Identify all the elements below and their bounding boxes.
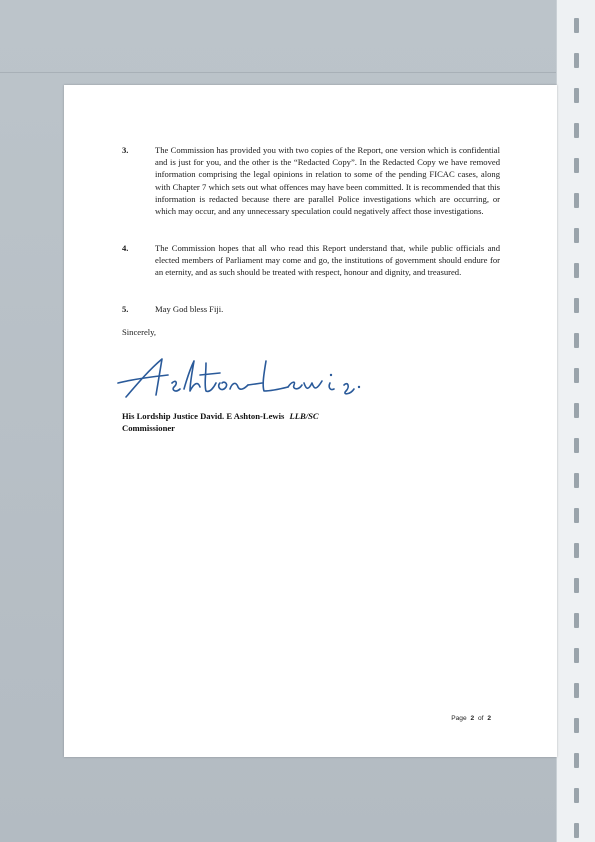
paragraph-text: May God bless Fiji.: [155, 304, 224, 314]
paragraph-5: [122, 303, 500, 315]
page-word: Page: [451, 715, 467, 722]
perforated-margin: [556, 0, 595, 842]
signer-title: Commissioner: [122, 423, 175, 433]
perforation-hole: [574, 543, 579, 558]
paragraph-text: The Commission has provided you with two copies of the Report, one version which is confidential and is just for you, and the other is the “Redacted Copy”. In the Redacted Copy we have removed information comprising the legal opinions in relation to some of the pending FICAC cases, along with Chapter 7 which sets out what offences may have been committed. It is recommended that this information is redacted because there are parallel Police investigations which are occurring, or which may occur, and any unnecessary speculation could negatively affect those investigations.: [155, 145, 500, 217]
perforation-hole: [574, 613, 579, 628]
signer-name: His Lordship Justice David. E Ashton-Lewis: [122, 411, 285, 421]
perforation-hole: [574, 823, 579, 838]
signer-credentials: LLB/SC: [289, 411, 319, 421]
perforation-hole: [574, 298, 579, 313]
paragraph-number: 4.: [122, 243, 129, 253]
signer-name-line: [122, 410, 319, 422]
page-number: [451, 715, 491, 722]
of-word: of: [477, 715, 484, 722]
page-current: 2: [470, 715, 475, 722]
paragraph-number: 5.: [122, 304, 129, 314]
perforation-hole: [574, 368, 579, 383]
perforation-hole: [574, 473, 579, 488]
perforation-hole: [574, 53, 579, 68]
perforation-hole: [574, 508, 579, 523]
perforation-hole: [574, 718, 579, 733]
signer-block: [122, 410, 319, 434]
perforation-hole: [574, 88, 579, 103]
paragraph-text: The Commission hopes that all who read this Report understand that, while public officials and elected members of Parliament may come and go, the institutions of government should endure for an eternity, and as such should be treated with respect, honour and dignity, and treasured.: [155, 243, 500, 278]
perforation-hole: [574, 683, 579, 698]
perforation-hole: [574, 193, 579, 208]
closing-salutation: Sincerely,: [122, 327, 157, 337]
perforation-hole: [574, 438, 579, 453]
perforation-hole: [574, 158, 579, 173]
perforation-hole: [574, 263, 579, 278]
paragraph-4: [122, 242, 500, 279]
paragraph-number: 3.: [122, 145, 129, 155]
perforation-hole: [574, 578, 579, 593]
scan-edge-line: [0, 72, 557, 73]
perforation-hole: [574, 788, 579, 803]
perforation-hole: [574, 18, 579, 33]
perforation-hole: [574, 333, 579, 348]
page-total: 2: [487, 715, 491, 722]
perforation-hole: [574, 753, 579, 768]
document-page: [64, 85, 557, 757]
perforation-hole: [574, 648, 579, 663]
perforation-hole: [574, 403, 579, 418]
paragraph-3: [122, 144, 500, 217]
perforation-hole: [574, 123, 579, 138]
perforation-hole: [574, 228, 579, 243]
handwritten-signature: [116, 353, 366, 403]
